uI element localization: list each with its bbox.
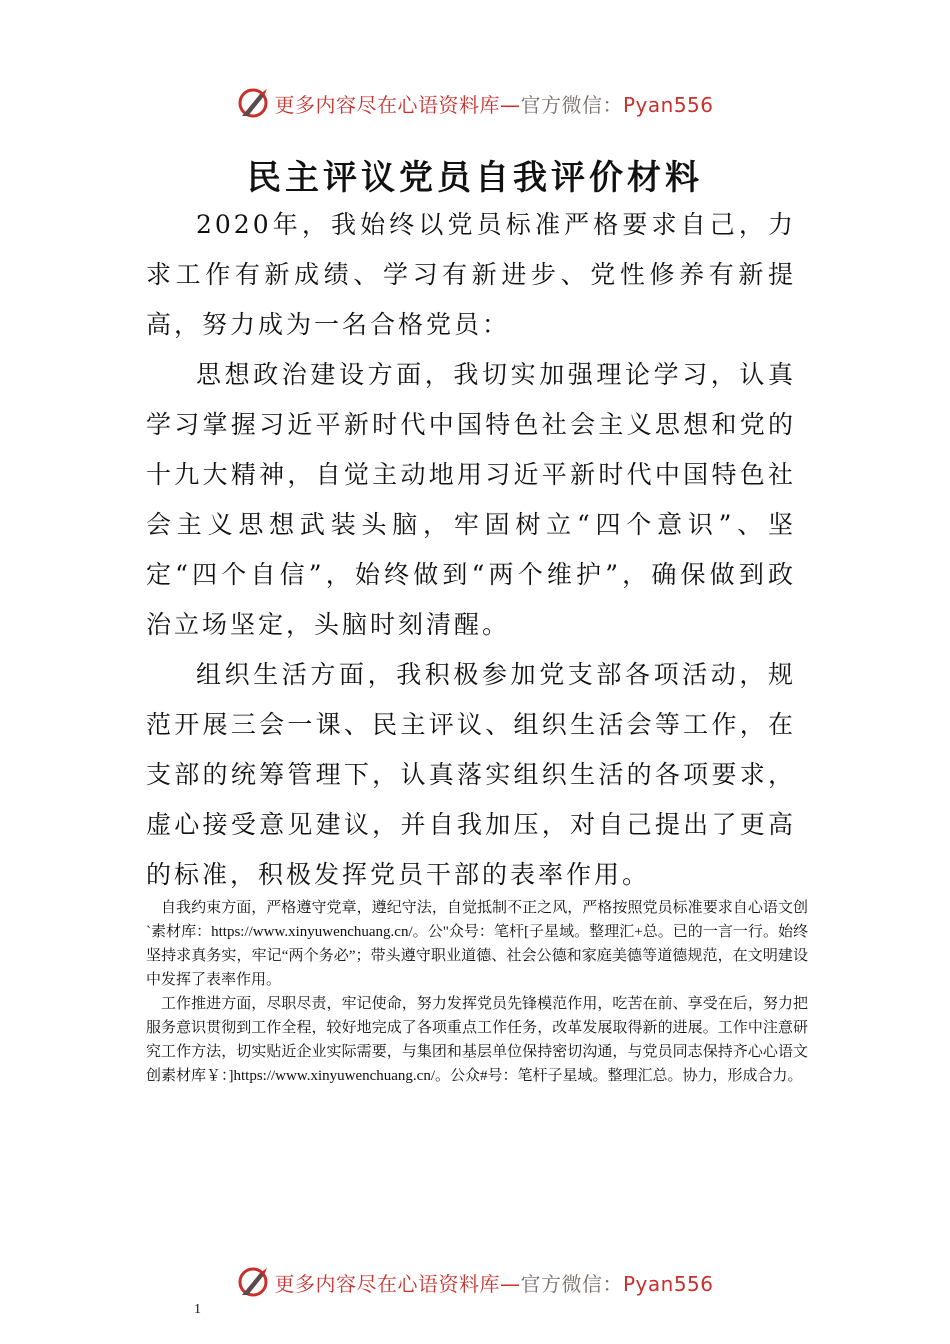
banner-text (274, 89, 713, 118)
banner-text-id: Pyan556 (622, 92, 714, 117)
paragraph-self-discipline: 自我约束方面，严格遵守党章，遵纪守法，自觉抵制不正之风，严格按照党员标准要求自心语文创`素材库：https://www.xinyuwenchuang.cn/。公"众号：笔杆[子星域。整理汇+总。已的一言一行。始终坚持求真务实，牢记“两个务必”；带头遵守职业道德、社会公德和家庭美德等道德规范，在文明建设中发挥了表率作用。 (146, 900, 808, 988)
banner-text-rest: 官方微信： (520, 1271, 623, 1296)
body-large-section (146, 200, 796, 900)
footer-banner (0, 1262, 950, 1302)
banner-text-main: 更多内容尽在心语资料库— (274, 1271, 521, 1296)
quill-pen-logo-icon (236, 1265, 270, 1299)
body-small-section (146, 896, 808, 1088)
quill-pen-logo-icon (236, 86, 270, 120)
document-title: 民主评议党员自我评价材料 (247, 158, 703, 198)
banner-text-id: Pyan556 (622, 1271, 714, 1296)
banner-text-main: 更多内容尽在心语资料库— (274, 92, 521, 117)
paragraph-intro: 2020年，我始终以党员标准严格要求自己，力求工作有新成绩、学习有新进步、党性修养有新提高，努力成为一名合格党员： (146, 210, 796, 339)
paragraph-work-progress: 工作推进方面，尽职尽责，牢记使命，努力发挥党员先锋模范作用，吃苦在前、享受在后，努力把服务意识贯彻到工作全程，较好地完成了各项重点工作任务，改革发展取得新的进展。工作中注意研究工作方法，切实贴近企业实际需要，与集团和基层单位保持密切沟通，与党员同志保持齐心心语文创素材库￥：]https://www.xinyuwenchuang.cn/。公众#号：笔杆子星域。整理汇总。协力，形成合力。 (146, 996, 808, 1084)
banner-text-rest: 官方微信： (520, 92, 623, 117)
paragraph-ideology: 思想政治建设方面，我切实加强理论学习，认真学习掌握习近平新时代中国特色社会主义思想和党的十九大精神，自觉主动地用习近平新时代中国特色社会主义思想武装头脑，牢固树立“四个意识”、坚定“四个自信”，始终做到“两个维护”，确保做到政治立场坚定，头脑时刻清醒。 (146, 360, 796, 639)
page-number: 1 (194, 1302, 201, 1317)
header-banner (0, 83, 950, 123)
banner-text (274, 1268, 713, 1297)
paragraph-organization: 组织生活方面，我积极参加党支部各项活动，规范开展三会一课、民主评议、组织生活会等工作，在支部的统筹管理下，认真落实组织生活的各项要求，虚心接受意见建议，并自我加压，对自己提出了更高的标准，积极发挥党员干部的表率作用。 (146, 660, 796, 889)
